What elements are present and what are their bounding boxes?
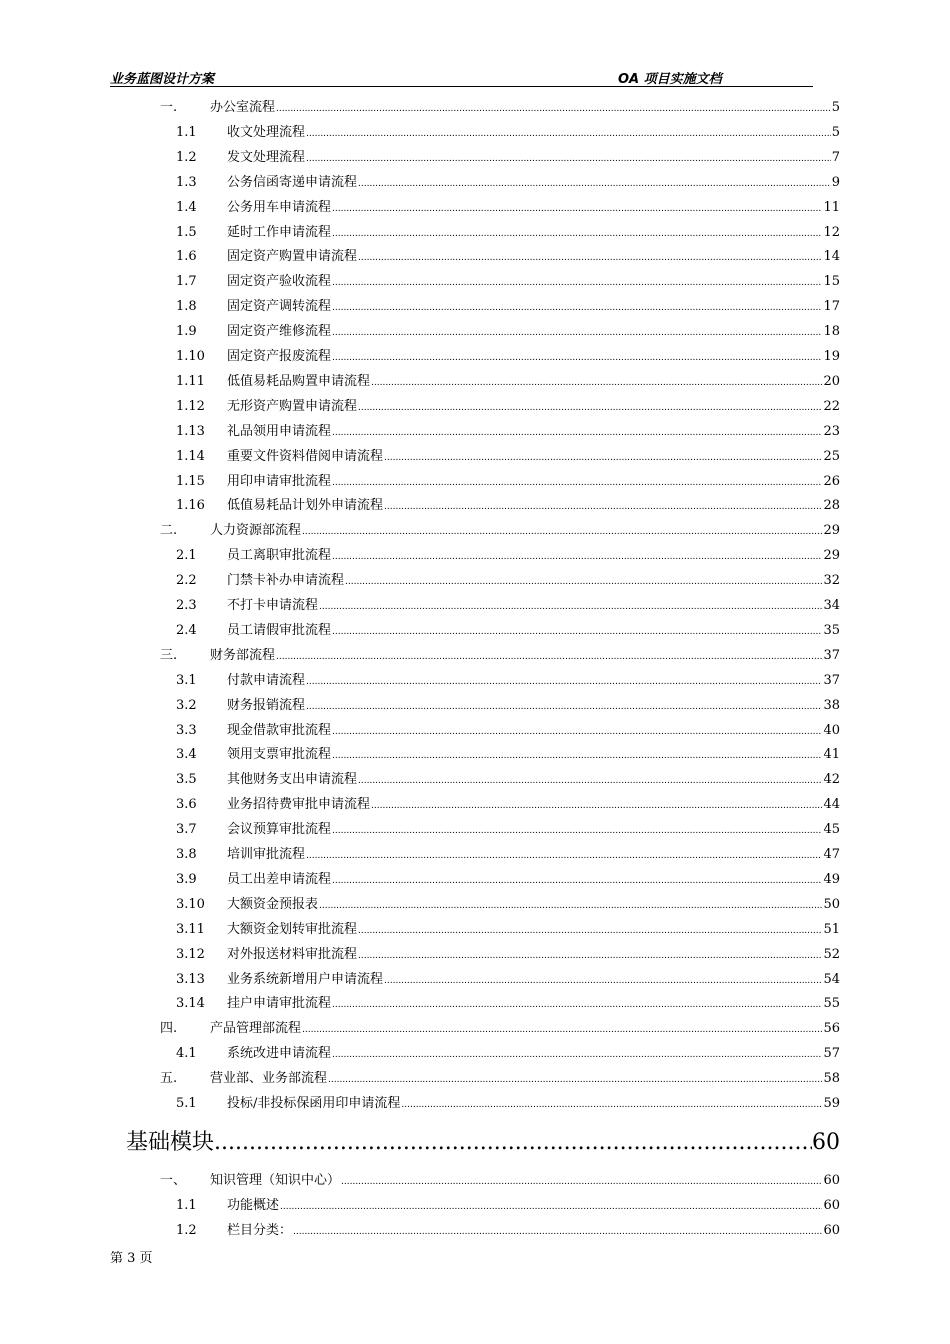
toc-dot-leader: [384, 446, 822, 469]
toc-entry-number: 二.: [160, 523, 178, 539]
toc-entry-number: 1.16: [176, 498, 205, 514]
toc-entry-number: 五.: [160, 1071, 178, 1087]
toc-entry-title: 营业部、业务部流程: [210, 1071, 328, 1087]
toc-entry-title: 培训审批流程: [227, 847, 306, 862]
toc-dot-leader: [358, 919, 822, 942]
toc-entry-page: 50: [823, 896, 840, 912]
toc-subsection-entry[interactable]: [176, 146, 840, 170]
toc-subsection-entry[interactable]: [176, 743, 840, 767]
toc-entry-title: 基础模块: [126, 1129, 215, 1155]
header-doc-title: 业务蓝图设计方案: [110, 72, 215, 87]
toc-section-entry[interactable]: [160, 1017, 840, 1041]
toc-entry-number: 3.1: [176, 672, 197, 688]
toc-section-entry[interactable]: [160, 644, 840, 668]
toc-section-entry[interactable]: [160, 519, 840, 543]
toc-entry-title: 低值易耗品计划外申请流程: [227, 498, 384, 514]
toc-dot-leader: [306, 122, 831, 145]
toc-dot-leader: [332, 720, 822, 743]
toc-entry-number: 3.12: [176, 946, 205, 962]
toc-entry-title: 大额资金划转审批流程: [227, 921, 358, 937]
toc-entry-page: 54: [823, 971, 840, 987]
toc-dot-leader: [332, 869, 822, 892]
toc-entry-number: 1.3: [176, 174, 197, 190]
toc-entry-page: 55: [823, 996, 840, 1012]
toc-subsection-entry[interactable]: [176, 345, 840, 369]
toc-entry-page: 38: [823, 697, 840, 713]
toc-subsection-entry[interactable]: [176, 544, 840, 568]
toc-entry-number: 1.4: [176, 199, 197, 215]
toc-entry-number: 1.7: [176, 274, 197, 290]
toc-subsection-entry[interactable]: [176, 1219, 840, 1243]
toc-entry-title: 系统改进申请流程: [227, 1046, 332, 1062]
toc-dot-leader: [341, 1170, 822, 1193]
toc-entry-title: 对外报送材料审批流程: [227, 946, 358, 962]
toc-entry-page: 29: [823, 523, 840, 539]
toc-entry-page: 49: [823, 871, 840, 887]
toc-entry-title: 付款申请流程: [227, 672, 306, 688]
toc-dot-leader: [332, 321, 822, 344]
toc-entry-page: 14: [823, 249, 840, 265]
toc-entry-page: 40: [823, 722, 840, 738]
toc-dot-leader: [371, 794, 822, 817]
toc-dot-leader: [332, 421, 822, 444]
toc-dot-leader: [306, 844, 822, 867]
toc-entry-number: 1.12: [176, 398, 205, 414]
header-project-title: OA 项目实施文档: [618, 72, 722, 87]
toc-entry-title: 办公室流程: [210, 100, 276, 115]
toc-entry-page: 20: [823, 373, 840, 389]
toc-chapter-entry[interactable]: [126, 1125, 840, 1161]
toc-entry-page: 12: [823, 224, 840, 240]
page-number: 第 3 页: [110, 1251, 153, 1266]
toc-section-entry[interactable]: [160, 1067, 840, 1091]
toc-entry-number: 1.5: [176, 224, 197, 240]
toc-dot-leader: [345, 570, 822, 593]
toc-entry-page: 37: [823, 672, 840, 688]
toc-entry-title: 固定资产维修流程: [227, 324, 332, 340]
toc-entry-page: 35: [823, 622, 840, 638]
toc-entry-page: 42: [823, 772, 840, 788]
toc-entry-title: 固定资产验收流程: [227, 274, 332, 290]
toc-subsection-entry[interactable]: [176, 121, 840, 145]
toc-entry-page: 5: [831, 124, 840, 140]
toc-dot-leader: [302, 520, 822, 543]
toc-dot-leader: [332, 271, 822, 294]
toc-entry-page: 23: [823, 423, 840, 439]
toc-entry-title: 挂户申请审批流程: [227, 996, 332, 1012]
toc-entry-title: 大额资金预报表: [227, 896, 319, 912]
toc-dot-leader: [319, 894, 822, 917]
toc-entry-title: 财务部流程: [210, 647, 276, 663]
toc-subsection-entry[interactable]: [176, 968, 840, 992]
toc-dot-leader: [358, 944, 822, 967]
toc-entry-number: 3.8: [176, 847, 197, 862]
toc-subsection-entry[interactable]: [176, 395, 840, 419]
toc-entry-number: 一、: [160, 1172, 187, 1188]
toc-entry-page: 60: [812, 1129, 840, 1155]
toc-entry-title: 不打卡申请流程: [227, 598, 319, 613]
toc-dot-leader: [332, 471, 822, 494]
toc-entry-title: 固定资产调转流程: [227, 299, 332, 315]
toc-entry-number: 1.8: [176, 299, 197, 315]
toc-subsection-entry[interactable]: [176, 1092, 840, 1116]
toc-entry-title: 员工请假审批流程: [227, 622, 332, 638]
toc-entry-page: 5: [831, 100, 840, 115]
toc-entry-title: 无形资产购置申请流程: [227, 398, 358, 414]
toc-dot-leader: [332, 346, 822, 369]
toc-subsection-entry[interactable]: [176, 918, 840, 942]
toc-dot-leader: [332, 222, 822, 245]
toc-subsection-entry[interactable]: [176, 171, 840, 195]
toc-entry-number: 2.4: [176, 622, 197, 638]
toc-entry-title: 公务用车申请流程: [227, 199, 332, 215]
toc-dot-leader: [276, 97, 831, 120]
toc-entry-page: 29: [823, 548, 840, 564]
toc-entry-page: 47: [823, 847, 840, 862]
toc-dot-leader: [302, 1018, 822, 1041]
toc-entry-number: 1.1: [176, 1197, 197, 1213]
toc-entry-page: 28: [823, 498, 840, 514]
toc-entry-number: 3.9: [176, 871, 197, 887]
toc-entry-number: 一.: [160, 100, 178, 115]
toc-subsection-entry[interactable]: [176, 370, 840, 394]
toc-dot-leader: [328, 1068, 822, 1091]
toc-entry-number: 3.6: [176, 797, 197, 813]
toc-subsection-entry[interactable]: [176, 221, 840, 245]
toc-entry-page: 57: [823, 1046, 840, 1062]
toc-entry-number: 1.13: [176, 423, 205, 439]
toc-entry-number: 三.: [160, 647, 178, 663]
toc-dot-leader: [358, 246, 822, 269]
toc-entry-page: 41: [823, 747, 840, 763]
toc-entry-number: 四.: [160, 1021, 178, 1037]
toc-subsection-entry[interactable]: [176, 445, 840, 469]
toc-entry-title: 延时工作申请流程: [227, 224, 332, 240]
toc-entry-number: 1.2: [176, 1222, 197, 1238]
toc-entry-title: 人力资源部流程: [210, 523, 302, 539]
toc-entry-number: 3.11: [176, 921, 205, 937]
toc-entry-page: 22: [823, 398, 840, 414]
toc-entry-page: 15: [823, 274, 840, 290]
toc-entry-page: 60: [823, 1197, 840, 1213]
toc-entry-title: 现金借款审批流程: [227, 722, 332, 738]
toc-dot-leader: [280, 1195, 822, 1218]
toc-entry-title: 会议预算审批流程: [227, 822, 332, 838]
toc-subsection-entry[interactable]: [176, 694, 840, 718]
toc-entry-title: 业务系统新增用户申请流程: [227, 971, 384, 987]
toc-entry-page: 18: [823, 324, 840, 340]
toc-entry-number: 1.9: [176, 324, 197, 340]
toc-entry-page: 34: [823, 598, 840, 613]
toc-entry-number: 3.14: [176, 996, 205, 1012]
toc-subsection-entry[interactable]: [176, 768, 840, 792]
toc-subsection-entry[interactable]: [176, 843, 840, 867]
toc-dot-leader: [332, 819, 822, 842]
toc-dot-leader: [358, 396, 822, 419]
toc-subsection-entry[interactable]: [176, 818, 840, 842]
toc-entry-title: 其他财务支出申请流程: [227, 772, 358, 788]
toc-entry-page: 52: [823, 946, 840, 962]
toc-dot-leader: [319, 595, 822, 618]
toc-entry-number: 3.5: [176, 772, 197, 788]
toc-entry-number: 3.13: [176, 971, 205, 987]
toc-entry-number: 3.3: [176, 722, 197, 738]
toc-dot-leader: [306, 147, 831, 170]
toc-entry-title: 栏目分类：: [227, 1222, 293, 1238]
toc-entry-number: 1.1: [176, 124, 197, 140]
toc-entry-page: 37: [823, 647, 840, 663]
toc-dot-leader: [384, 969, 822, 992]
toc-entry-page: 58: [823, 1071, 840, 1087]
toc-entry-page: 59: [823, 1096, 840, 1111]
toc-subsection-entry[interactable]: [176, 494, 840, 518]
toc-entry-page: 7: [831, 149, 840, 165]
toc-entry-title: 公务信函寄递申请流程: [227, 174, 358, 190]
toc-entry-page: 19: [823, 349, 840, 364]
toc-entry-title: 功能概述: [227, 1197, 280, 1213]
toc-subsection-entry[interactable]: [176, 719, 840, 743]
toc-subsection-entry[interactable]: [176, 569, 840, 593]
toc-subsection-entry[interactable]: [176, 420, 840, 444]
toc-entry-title: 固定资产报废流程: [227, 349, 332, 364]
toc-entry-number: 2.2: [176, 573, 197, 589]
toc-entry-title: 礼品领用申请流程: [227, 423, 332, 439]
toc-dot-leader: [332, 296, 822, 319]
toc-entry-page: 45: [823, 822, 840, 838]
toc-entry-number: 1.2: [176, 149, 197, 165]
toc-entry-number: 2.1: [176, 548, 197, 564]
toc-entry-number: 3.2: [176, 697, 197, 713]
toc-entry-page: 60: [823, 1222, 840, 1238]
toc-dot-leader: [332, 620, 822, 643]
toc-subsection-entry[interactable]: [176, 295, 840, 319]
toc-subsection-entry[interactable]: [176, 893, 840, 917]
toc-entry-title: 门禁卡补办申请流程: [227, 573, 345, 589]
toc-entry-number: 3.4: [176, 747, 197, 763]
toc-subsection-entry[interactable]: [176, 793, 840, 817]
toc-subsection-entry[interactable]: [176, 320, 840, 344]
toc-entry-title: 员工离职审批流程: [227, 548, 332, 564]
toc-entry-page: 44: [823, 797, 840, 813]
toc-entry-number: 2.3: [176, 598, 197, 613]
toc-entry-number: 1.10: [176, 349, 205, 364]
toc-dot-leader: [293, 1220, 822, 1243]
toc-entry-title: 重要文件资料借阅申请流程: [227, 448, 384, 464]
toc-entry-number: 1.14: [176, 448, 205, 464]
toc-entry-number: 4.1: [176, 1046, 197, 1062]
toc-entry-title: 低值易耗品购置申请流程: [227, 373, 371, 389]
toc-entry-title: 固定资产购置申请流程: [227, 249, 358, 265]
toc-entry-title: 收文处理流程: [227, 124, 306, 140]
toc-subsection-entry[interactable]: [176, 669, 840, 693]
toc-entry-page: 60: [823, 1172, 840, 1188]
toc-entry-page: 25: [823, 448, 840, 464]
toc-dot-leader: [332, 993, 822, 1016]
toc-dot-leader: [371, 371, 822, 394]
toc-dot-leader: [358, 172, 831, 195]
toc-entry-number: 1.6: [176, 249, 197, 265]
toc-subsection-entry[interactable]: [176, 196, 840, 220]
toc-entry-number: 3.10: [176, 896, 205, 912]
toc-dot-leader: [214, 1125, 812, 1161]
toc-subsection-entry[interactable]: [176, 270, 840, 294]
toc-dot-leader: [332, 744, 822, 767]
toc-entry-title: 产品管理部流程: [210, 1021, 302, 1037]
toc-entry-title: 员工出差申请流程: [227, 871, 332, 887]
toc-entry-page: 11: [823, 199, 840, 215]
toc-entry-title: 投标/非投标保函用印申请流程: [227, 1096, 401, 1111]
toc-dot-leader: [358, 769, 822, 792]
toc-entry-page: 9: [831, 174, 840, 190]
toc-dot-leader: [332, 1043, 822, 1066]
toc-entry-title: 业务招待费审批申请流程: [227, 797, 371, 813]
toc-dot-leader: [276, 645, 822, 668]
toc-entry-page: 17: [823, 299, 840, 315]
toc-entry-title: 用印申请审批流程: [227, 473, 332, 489]
toc-entry-page: 32: [823, 573, 840, 589]
toc-subsection-entry[interactable]: [176, 594, 840, 618]
toc-entry-title: 发文处理流程: [227, 149, 306, 165]
toc-subsection-entry[interactable]: [176, 992, 840, 1016]
toc-entry-page: 51: [823, 921, 840, 937]
toc-subsection-entry[interactable]: [176, 1194, 840, 1218]
toc-section-entry[interactable]: [160, 1169, 840, 1193]
toc-entry-title: 财务报销流程: [227, 697, 306, 713]
toc-entry-number: 3.7: [176, 822, 197, 838]
toc-entry-title: 知识管理（知识中心）: [210, 1172, 341, 1188]
toc-dot-leader: [384, 495, 822, 518]
toc-subsection-entry[interactable]: [176, 868, 840, 892]
toc-subsection-entry[interactable]: [176, 619, 840, 643]
toc-entry-number: 5.1: [176, 1096, 197, 1111]
toc-dot-leader: [306, 670, 822, 693]
toc-entry-number: 1.11: [176, 373, 205, 389]
toc-section-entry[interactable]: [160, 96, 840, 120]
toc-entry-title: 领用支票审批流程: [227, 747, 332, 763]
toc-dot-leader: [332, 545, 822, 568]
page-header: [110, 66, 813, 87]
toc-entry-number: 1.15: [176, 473, 205, 489]
toc-entry-page: 26: [823, 473, 840, 489]
toc-dot-leader: [401, 1093, 822, 1116]
toc-subsection-entry[interactable]: [176, 1042, 840, 1066]
toc-subsection-entry[interactable]: [176, 245, 840, 269]
toc-entry-page: 56: [823, 1021, 840, 1037]
toc-subsection-entry[interactable]: [176, 470, 840, 494]
toc-subsection-entry[interactable]: [176, 943, 840, 967]
toc-dot-leader: [306, 695, 822, 718]
toc-dot-leader: [332, 197, 822, 220]
